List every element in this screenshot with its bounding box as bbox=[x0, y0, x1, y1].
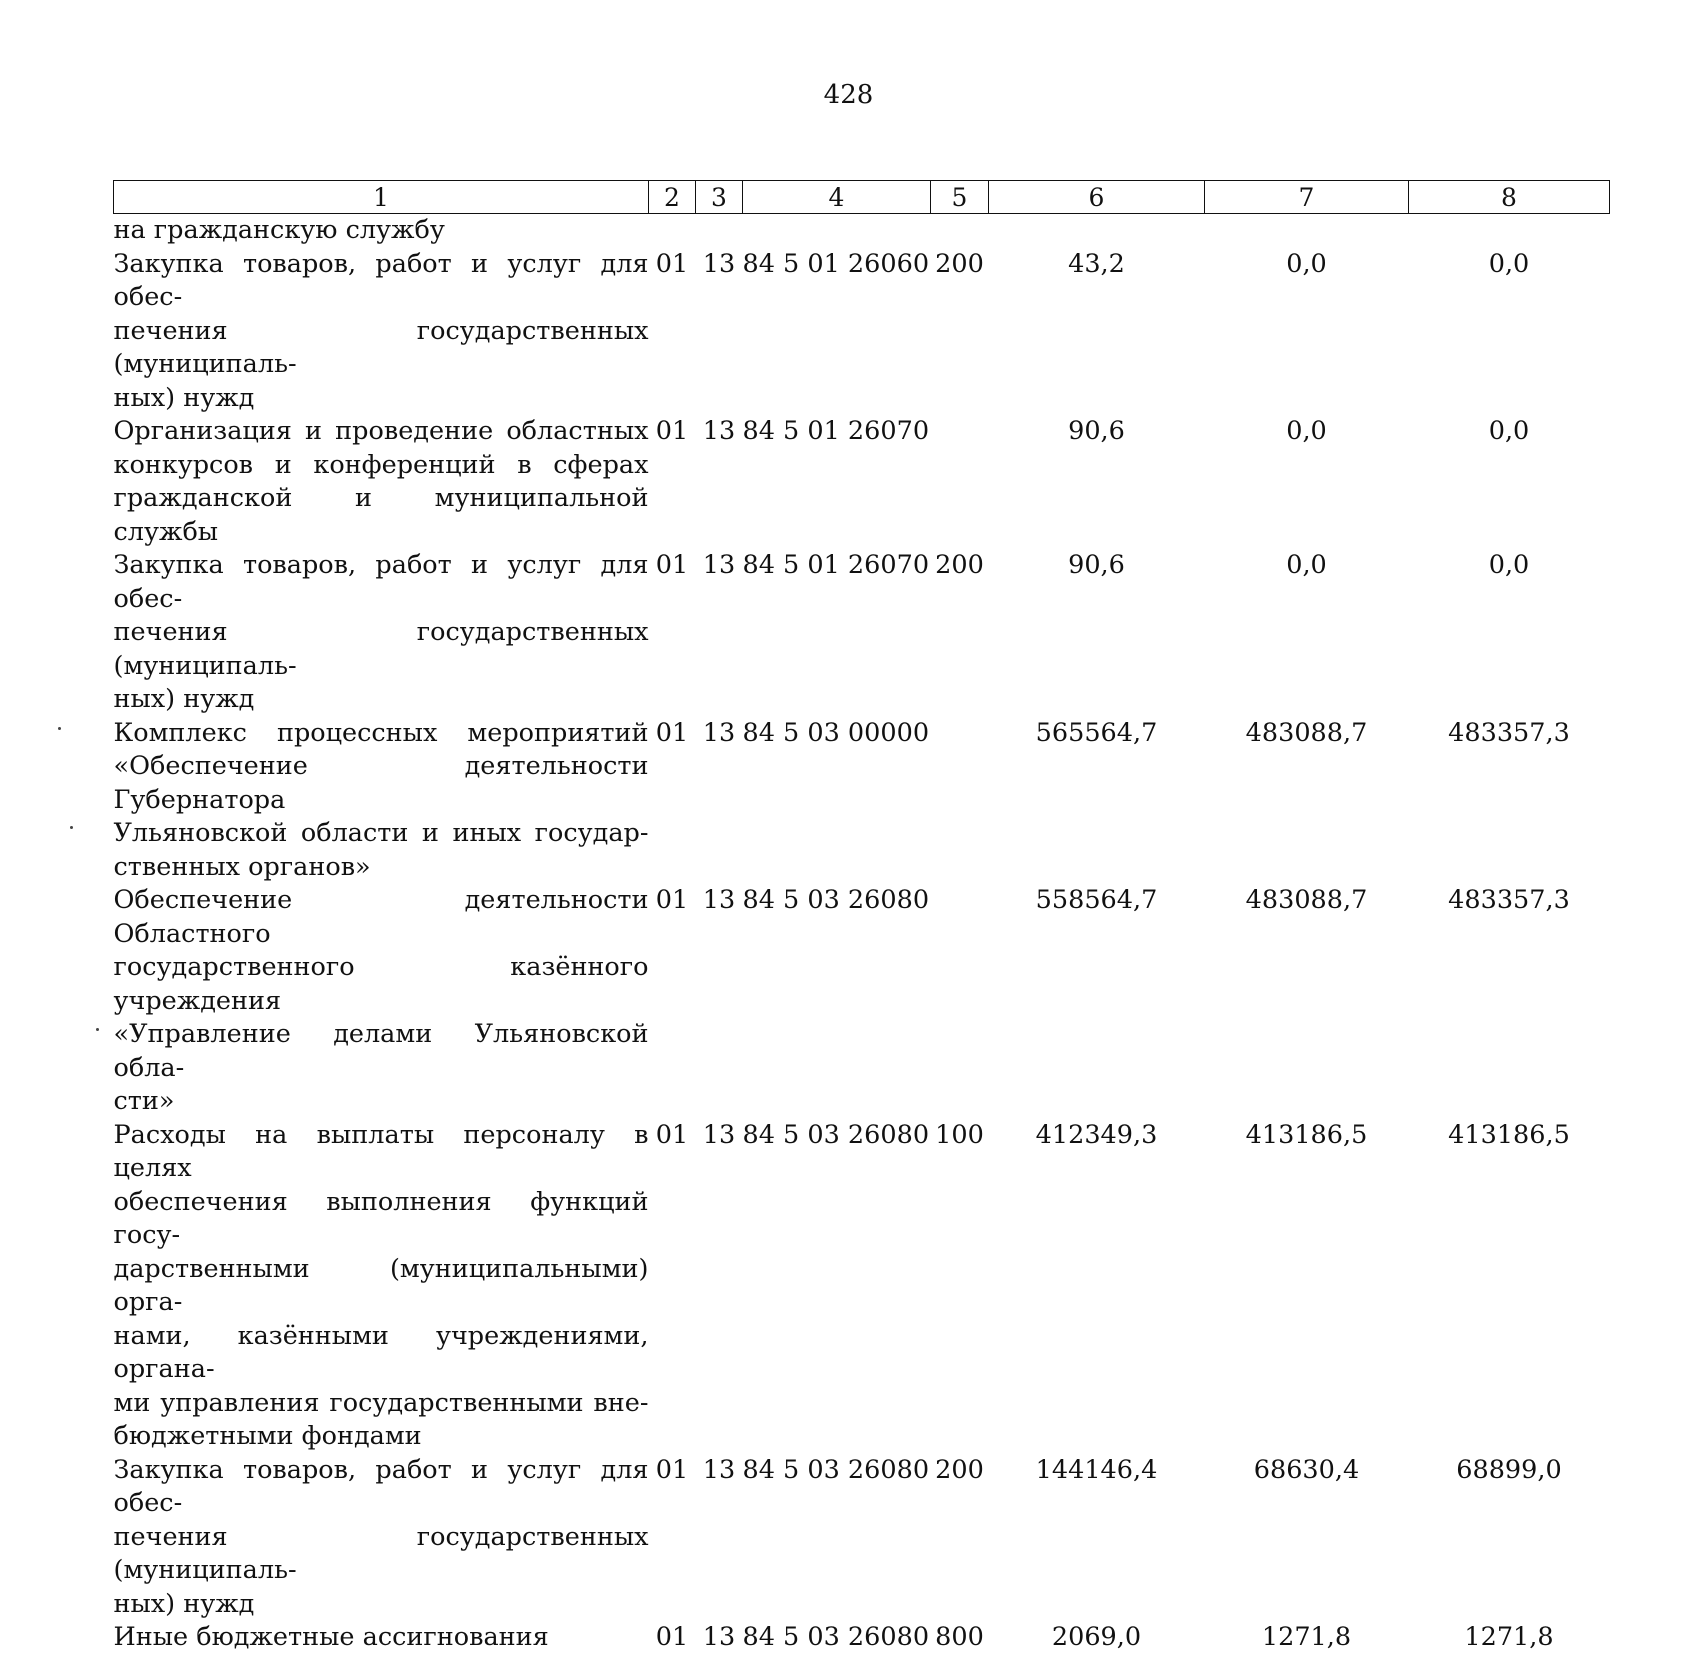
target-article-code: 84 5 01 26070 bbox=[742, 550, 930, 580]
row-description bbox=[114, 549, 649, 717]
amount-col-8: 0,0 bbox=[1488, 248, 1530, 279]
description-line: Закупка товаров, работ и услуг для обес- bbox=[113, 248, 649, 312]
table-row bbox=[114, 1454, 1610, 1622]
description-line: печения государственных (муниципаль- bbox=[113, 617, 649, 681]
table-row bbox=[114, 214, 1610, 248]
subsection-code: 13 bbox=[702, 1454, 736, 1485]
description-line: «Управление делами Ульяновской обла- bbox=[113, 1019, 649, 1083]
amount-col-6: 565564,7 bbox=[1035, 717, 1158, 748]
subsection-code: 13 bbox=[702, 717, 736, 748]
description-line: ных) нужд bbox=[113, 684, 255, 714]
amount-col-7: 0,0 bbox=[1286, 248, 1327, 279]
table-row bbox=[114, 549, 1610, 717]
header-col-3: 3 bbox=[696, 181, 743, 214]
amount-col-8: 0,0 bbox=[1488, 416, 1530, 446]
header-col-7: 7 bbox=[1205, 181, 1409, 214]
description-line: Иные бюджетные ассигнования bbox=[113, 1622, 549, 1652]
target-article-code: 84 5 01 26070 bbox=[742, 416, 930, 446]
header-col-2: 2 bbox=[649, 181, 696, 214]
description-line: Комплекс процессных мероприятий bbox=[113, 717, 649, 748]
table-row bbox=[114, 415, 1610, 549]
target-article-code: 84 5 03 26080 bbox=[742, 1622, 930, 1652]
amount-col-6: 144146,4 bbox=[1035, 1454, 1158, 1485]
subsection-code: 13 bbox=[702, 1622, 736, 1652]
description-line: бюджетными фондами bbox=[113, 1421, 422, 1451]
row-description bbox=[114, 1119, 649, 1454]
target-article-code: 84 5 03 26080 bbox=[742, 885, 930, 915]
section-code: 01 bbox=[655, 248, 689, 279]
header-col-4: 4 bbox=[743, 181, 931, 214]
expense-type-code bbox=[931, 717, 989, 885]
expense-type-code bbox=[931, 415, 989, 549]
expense-type-code: 200 bbox=[935, 1454, 984, 1485]
description-line: конкурсов и конференций в сферах bbox=[113, 449, 649, 480]
description-line: ных) нужд bbox=[113, 382, 255, 413]
amount-col-7: 0,0 bbox=[1286, 550, 1327, 580]
amount-col-8: 483357,3 bbox=[1448, 885, 1570, 915]
expense-type-code: 200 bbox=[935, 248, 984, 279]
amount-col-7: 68630,4 bbox=[1253, 1454, 1360, 1485]
table-row bbox=[114, 1119, 1610, 1454]
table-row bbox=[114, 1621, 1610, 1655]
amount-col-6: 43,2 bbox=[1068, 248, 1125, 279]
amount-col-8 bbox=[1409, 214, 1610, 248]
description-line: ми управления государственными вне- bbox=[113, 1387, 649, 1418]
amount-col-7 bbox=[1205, 214, 1409, 248]
expense-type-code: 200 bbox=[935, 550, 984, 580]
description-line: Закупка товаров, работ и услуг для обес- bbox=[113, 1454, 649, 1518]
description-line: обеспечения выполнения функций госу- bbox=[113, 1186, 649, 1250]
expense-type-code bbox=[931, 884, 989, 1119]
subsection-code: 13 bbox=[702, 1119, 736, 1150]
description-line: ных) нужд bbox=[113, 1588, 255, 1619]
subsection-code bbox=[696, 214, 743, 248]
row-description bbox=[114, 415, 649, 549]
section-code: 01 bbox=[655, 1622, 689, 1652]
expense-type-code bbox=[931, 214, 989, 248]
description-line: нами, казёнными учреждениями, органа- bbox=[113, 1320, 649, 1384]
amount-col-6: 558564,7 bbox=[1035, 885, 1158, 915]
section-code: 01 bbox=[655, 1119, 689, 1150]
header-col-5: 5 bbox=[931, 181, 989, 214]
description-line: Расходы на выплаты персоналу в целях bbox=[113, 1119, 649, 1183]
table-header-row bbox=[114, 181, 1610, 214]
expense-type-code: 100 bbox=[935, 1119, 984, 1150]
section-code: 01 bbox=[655, 717, 689, 748]
subsection-code: 13 bbox=[702, 416, 736, 446]
scan-speck bbox=[58, 727, 61, 730]
amount-col-8: 68899,0 bbox=[1456, 1454, 1562, 1485]
row-description bbox=[114, 717, 649, 885]
description-line: Закупка товаров, работ и услуг для обес- bbox=[113, 550, 649, 614]
budget-table bbox=[113, 180, 1610, 1655]
subsection-code: 13 bbox=[702, 550, 736, 580]
amount-col-6: 412349,3 bbox=[1035, 1119, 1158, 1150]
description-line: сти» bbox=[113, 1086, 175, 1116]
target-article-code: 84 5 03 26080 bbox=[742, 1119, 930, 1150]
page-number: 428 bbox=[823, 80, 874, 110]
header-col-1: 1 bbox=[114, 181, 649, 214]
scan-speck bbox=[96, 1028, 99, 1031]
description-line: ственных органов» bbox=[113, 851, 371, 882]
header-col-8: 8 bbox=[1409, 181, 1610, 214]
row-description bbox=[114, 1454, 649, 1622]
description-line: печения государственных (муниципаль- bbox=[113, 315, 649, 379]
table-row bbox=[114, 248, 1610, 416]
description-line: Обеспечение деятельности Областного bbox=[113, 885, 649, 949]
target-article-code: 84 5 03 00000 bbox=[742, 717, 930, 748]
description-line: Ульяновской области и иных государ- bbox=[113, 818, 649, 848]
description-line: государственного казённого учреждения bbox=[113, 952, 649, 1016]
description-line: дарственными (муниципальными) орга- bbox=[113, 1253, 649, 1317]
target-article-code: 84 5 01 26060 bbox=[742, 248, 930, 279]
amount-col-8: 413186,5 bbox=[1448, 1119, 1570, 1150]
target-article-code: 84 5 03 26080 bbox=[742, 1454, 930, 1485]
table-row bbox=[114, 884, 1610, 1119]
amount-col-6: 90,6 bbox=[1068, 550, 1125, 580]
amount-col-8: 1271,8 bbox=[1464, 1622, 1554, 1652]
subsection-code: 13 bbox=[702, 885, 736, 915]
amount-col-7: 483088,7 bbox=[1245, 717, 1368, 748]
amount-col-8: 0,0 bbox=[1488, 550, 1530, 580]
row-description bbox=[114, 248, 649, 416]
description-line: гражданской и муниципальной службы bbox=[113, 483, 649, 547]
header-col-6: 6 bbox=[989, 181, 1205, 214]
subsection-code: 13 bbox=[702, 248, 736, 279]
row-description bbox=[114, 884, 649, 1119]
section-code bbox=[649, 214, 696, 248]
amount-col-7: 1271,8 bbox=[1261, 1622, 1352, 1652]
target-article-code bbox=[743, 214, 931, 248]
description-line: «Обеспечение деятельности Губернатора bbox=[113, 751, 649, 815]
amount-col-6 bbox=[989, 214, 1205, 248]
amount-col-7: 413186,5 bbox=[1245, 1119, 1368, 1150]
description-line: Организация и проведение областных bbox=[113, 416, 649, 446]
row-description bbox=[114, 214, 649, 248]
amount-col-6: 90,6 bbox=[1068, 416, 1125, 446]
amount-col-7: 483088,7 bbox=[1245, 885, 1368, 915]
amount-col-8: 483357,3 bbox=[1448, 717, 1570, 748]
description-line: на гражданскую службу bbox=[113, 215, 445, 245]
expense-type-code: 800 bbox=[935, 1622, 984, 1652]
section-code: 01 bbox=[655, 550, 689, 580]
description-line: печения государственных (муниципаль- bbox=[113, 1521, 649, 1585]
amount-col-6: 2069,0 bbox=[1051, 1622, 1142, 1652]
scan-speck bbox=[70, 826, 73, 829]
section-code: 01 bbox=[655, 416, 689, 446]
section-code: 01 bbox=[655, 885, 689, 915]
section-code: 01 bbox=[655, 1454, 689, 1485]
row-description bbox=[114, 1621, 649, 1655]
amount-col-7: 0,0 bbox=[1286, 416, 1327, 446]
table-body bbox=[114, 214, 1610, 1655]
table-row bbox=[114, 717, 1610, 885]
